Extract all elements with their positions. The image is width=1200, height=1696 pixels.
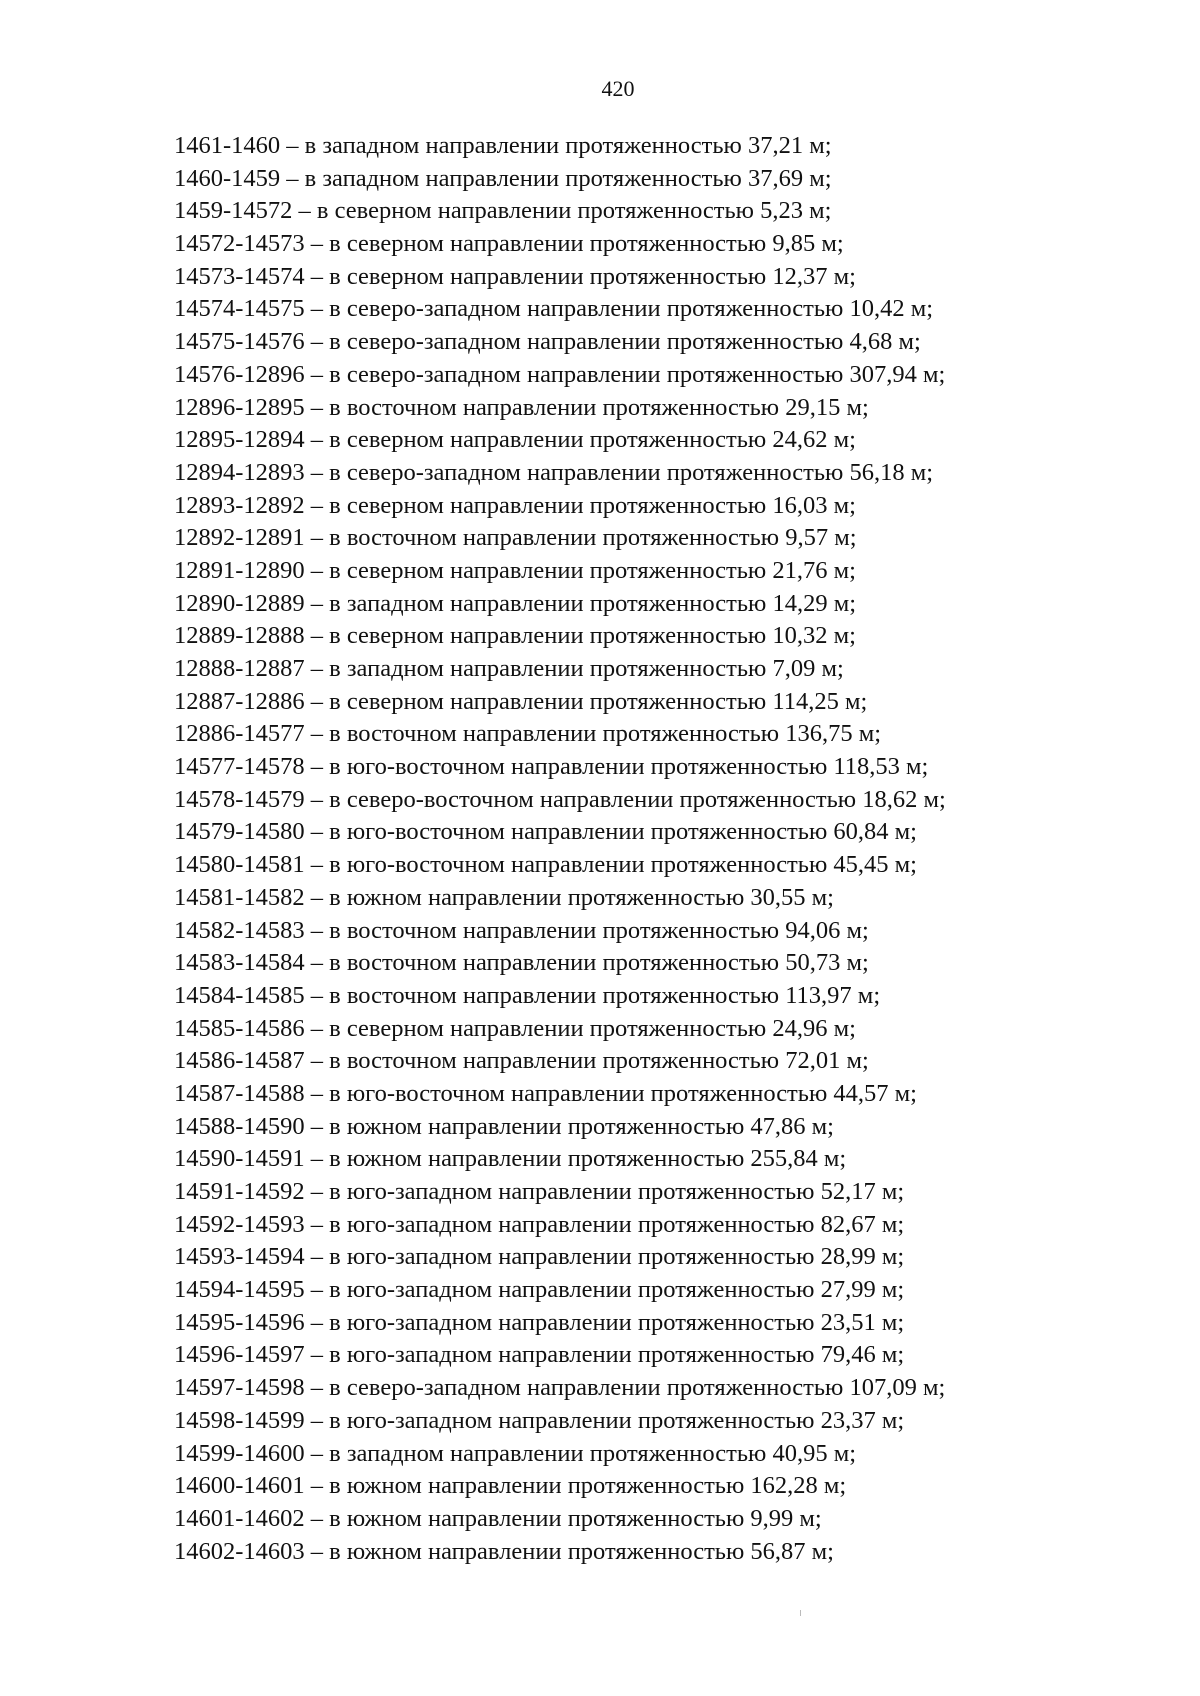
scan-artifact — [800, 1610, 801, 1616]
boundary-segment-line: 12889-12888 – в северном направлении протяженностью 10,32 м; — [174, 622, 856, 650]
boundary-segment-line: 14601-14602 – в южном направлении протяженностью 9,99 м; — [174, 1504, 822, 1532]
boundary-segment-line: 1459-14572 – в северном направлении протяженностью 5,23 м; — [174, 197, 832, 225]
boundary-segment-line: 14574-14575 – в северо-западном направлении протяженностью 10,42 м; — [174, 295, 934, 323]
boundary-segment-line: 14577-14578 – в юго-восточном направлении протяженностью 118,53 м; — [174, 753, 929, 781]
boundary-segment-line: 14576-12896 – в северо-западном направлении протяженностью 307,94 м; — [174, 360, 946, 388]
boundary-segment-line: 12891-12890 – в северном направлении протяженностью 21,76 м; — [174, 556, 856, 584]
boundary-segment-line: 14590-14591 – в южном направлении протяженностью 255,84 м; — [174, 1145, 847, 1173]
boundary-segment-line: 14584-14585 – в восточном направлении протяженностью 113,97 м; — [174, 981, 881, 1009]
boundary-segment-line: 12888-12887 – в западном направлении протяженностью 7,09 м; — [174, 655, 844, 682]
boundary-segment-line: 14588-14590 – в южном направлении протяженностью 47,86 м; — [174, 1112, 834, 1140]
boundary-segment-line: 12887-12886 – в северном направлении протяженностью 114,25 м; — [174, 687, 868, 715]
boundary-segment-line: 12896-12895 – в восточном направлении протяженностью 29,15 м; — [174, 393, 869, 421]
boundary-segment-line: 12892-12891 – в восточном направлении протяженностью 9,57 м; — [174, 524, 857, 552]
boundary-segment-line: 14599-14600 – в западном направлении протяженностью 40,95 м; — [174, 1439, 857, 1467]
boundary-segment-line: 14575-14576 – в северо-западном направлении протяженностью 4,68 м; — [174, 328, 921, 356]
boundary-segment-line: 14587-14588 – в юго-восточном направлении протяженностью 44,57 м; — [174, 1079, 917, 1107]
boundary-segment-line: 12893-12892 – в северном направлении протяженностью 16,03 м; — [174, 491, 856, 519]
boundary-segment-line: 14572-14573 – в северном направлении протяженностью 9,85 м; — [174, 230, 844, 258]
boundary-segment-line: 14579-14580 – в юго-восточном направлении протяженностью 60,84 м; — [174, 818, 917, 846]
boundary-segment-line: 14600-14601 – в южном направлении протяженностью 162,28 м; — [174, 1472, 847, 1500]
boundary-segment-line: 14580-14581 – в юго-восточном направлении протяженностью 45,45 м; — [174, 851, 917, 879]
boundary-segment-line: 14602-14603 – в южном направлении протяженностью 56,87 м; — [174, 1537, 834, 1565]
boundary-segment-line: 14582-14583 – в восточном направлении протяженностью 94,06 м; — [174, 916, 869, 944]
boundary-segment-line: 12890-12889 – в западном направлении протяженностью 14,29 м; — [174, 589, 857, 617]
boundary-segment-line: 14598-14599 – в юго-западном направлении протяженностью 23,37 м; — [174, 1406, 905, 1434]
boundary-segment-line: 14581-14582 – в южном направлении протяженностью 30,55 м; — [174, 883, 834, 911]
boundary-segment-line: 1461-1460 – в западном направлении протяженностью 37,21 м; — [174, 132, 832, 159]
boundary-segment-line: 14593-14594 – в юго-западном направлении протяженностью 28,99 м; — [174, 1243, 905, 1271]
boundary-segment-line: 14591-14592 – в юго-западном направлении протяженностью 52,17 м; — [174, 1178, 905, 1205]
boundary-segment-line: 14595-14596 – в юго-западном направлении протяженностью 23,51 м; — [174, 1308, 905, 1336]
boundary-segment-line: 12894-12893 – в северо-западном направлении протяженностью 56,18 м; — [174, 458, 934, 486]
boundary-segment-line: 14583-14584 – в восточном направлении протяженностью 50,73 м; — [174, 949, 869, 977]
boundary-description-list — [174, 130, 1160, 1568]
boundary-segment-line: 14596-14597 – в юго-западном направлении протяженностью 79,46 м; — [174, 1341, 905, 1369]
page-number: 420 — [601, 76, 635, 101]
boundary-segment-line: 12895-12894 – в северном направлении протяженностью 24,62 м; — [174, 426, 856, 454]
boundary-segment-line: 14592-14593 – в юго-западном направлении протяженностью 82,67 м; — [174, 1210, 905, 1238]
boundary-segment-line: 12886-14577 – в восточном направлении протяженностью 136,75 м; — [174, 720, 882, 748]
boundary-segment-line: 14586-14587 – в восточном направлении протяженностью 72,01 м; — [174, 1047, 869, 1075]
boundary-segment-line: 14573-14574 – в северном направлении протяженностью 12,37 м; — [174, 262, 856, 290]
boundary-segment-line: 1460-1459 – в западном направлении протяженностью 37,69 м; — [174, 164, 832, 192]
boundary-segment-line: 14597-14598 – в северо-западном направлении протяженностью 107,09 м; — [174, 1374, 946, 1402]
boundary-segment-line: 14594-14595 – в юго-западном направлении протяженностью 27,99 м; — [174, 1276, 905, 1304]
boundary-segment-line: 14585-14586 – в северном направлении протяженностью 24,96 м; — [174, 1014, 856, 1042]
boundary-segment-line: 14578-14579 – в северо-восточном направлении протяженностью 18,62 м; — [174, 785, 946, 813]
